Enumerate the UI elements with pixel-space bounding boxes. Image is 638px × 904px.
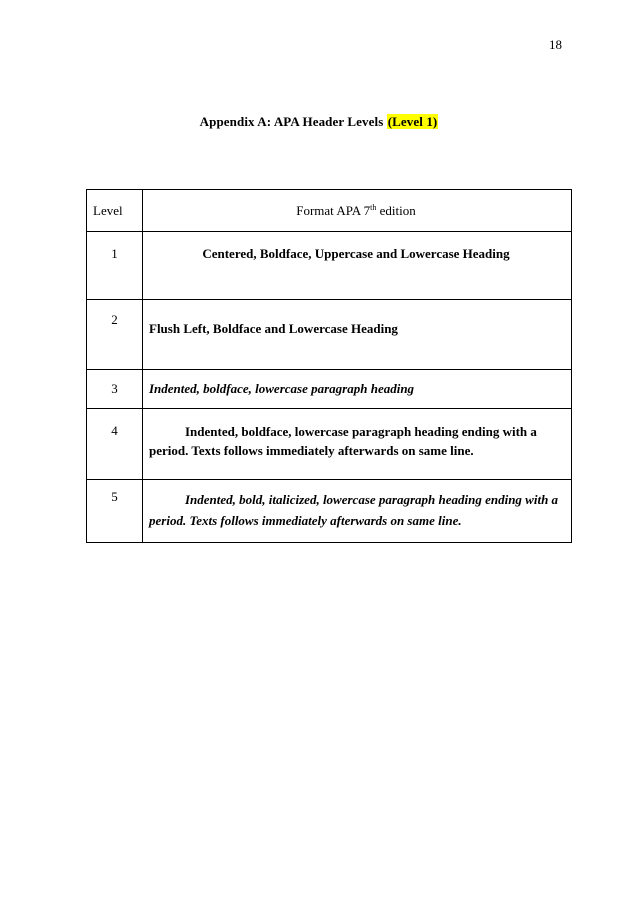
level-cell: 4	[87, 409, 143, 480]
format-cell	[143, 480, 572, 543]
format-cell: Flush Left, Boldface and Lowercase Heading	[143, 300, 572, 370]
appendix-title-text: Appendix A: APA Header Levels	[199, 114, 384, 129]
format-cell: Centered, Boldface, Uppercase and Lowercase Heading	[143, 232, 572, 300]
level-cell: 2	[87, 300, 143, 370]
header-format-text: Format APA 7	[296, 202, 371, 218]
format-cell-text: Indented, bold, italicized, lowercase paragraph heading ending with a period. Texts follows immediately afterwards on same line.	[149, 492, 559, 528]
table-row	[87, 480, 572, 543]
table-row	[87, 370, 572, 409]
table-row	[87, 232, 572, 300]
format-cell	[143, 409, 572, 480]
level-cell: 1	[87, 232, 143, 300]
table-row	[87, 409, 572, 480]
table-header-row	[87, 190, 572, 232]
table-row	[87, 300, 572, 370]
appendix-title-highlight: (Level 1)	[387, 114, 438, 129]
appendix-title	[0, 114, 638, 130]
level-cell: 3	[87, 370, 143, 409]
header-level-cell: Level	[87, 190, 143, 232]
header-format-cell	[143, 190, 572, 232]
header-format-suffix: edition	[376, 202, 416, 218]
format-cell-text: Indented, boldface, lowercase paragraph heading ending with a period. Texts follows immediately afterwards on same line.	[149, 424, 537, 458]
level-cell: 5	[87, 480, 143, 543]
header-format-superscript: th	[370, 202, 377, 212]
apa-header-levels-table	[86, 189, 572, 543]
page-number: 18	[549, 37, 562, 52]
format-cell: Indented, boldface, lowercase paragraph heading	[143, 370, 572, 409]
